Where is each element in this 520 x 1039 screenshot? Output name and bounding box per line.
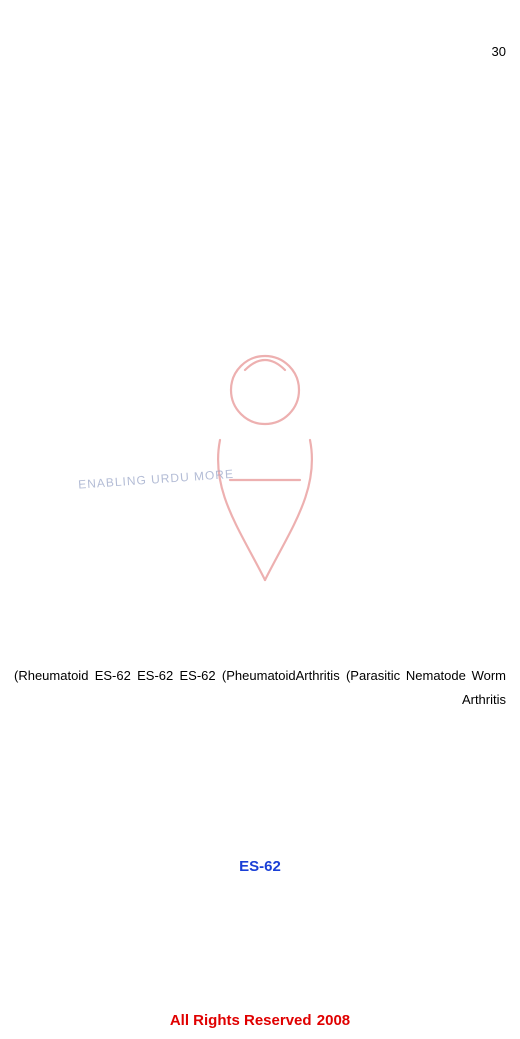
term-rheumatoid-arthritis: (Rheumatoid Arthritis — [14, 668, 506, 708]
paragraph-1-number: 30 — [491, 44, 506, 59]
article-paragraph-2 — [14, 266, 506, 660]
footer-rights: All Rights Reserved — [169, 1012, 312, 1029]
highlight-statement-2 — [14, 853, 506, 907]
highlight-statement-1 — [14, 206, 506, 260]
article-paragraph-1 — [14, 40, 506, 202]
term-es62-first: ES-62 — [179, 668, 216, 683]
article-paragraph-3 — [14, 664, 506, 849]
term-pheumatoid-arthritis: (PheumatoidArthritis — [221, 668, 340, 683]
term-es62-second: ES-62 — [137, 668, 174, 683]
highlight-2-term: ES-62 — [239, 858, 281, 875]
article-title — [14, 8, 506, 34]
footer-year: 2008 — [316, 1012, 351, 1029]
copyright-footer — [0, 1010, 520, 1031]
article-paragraph-4 — [14, 913, 506, 1005]
term-es62-third: ES-62 — [94, 668, 131, 683]
watermark-text: ENABLING URDU MORE — [77, 466, 235, 492]
term-parasitic-nematode-worm: (Parasitic Nematode Worm — [345, 668, 507, 683]
